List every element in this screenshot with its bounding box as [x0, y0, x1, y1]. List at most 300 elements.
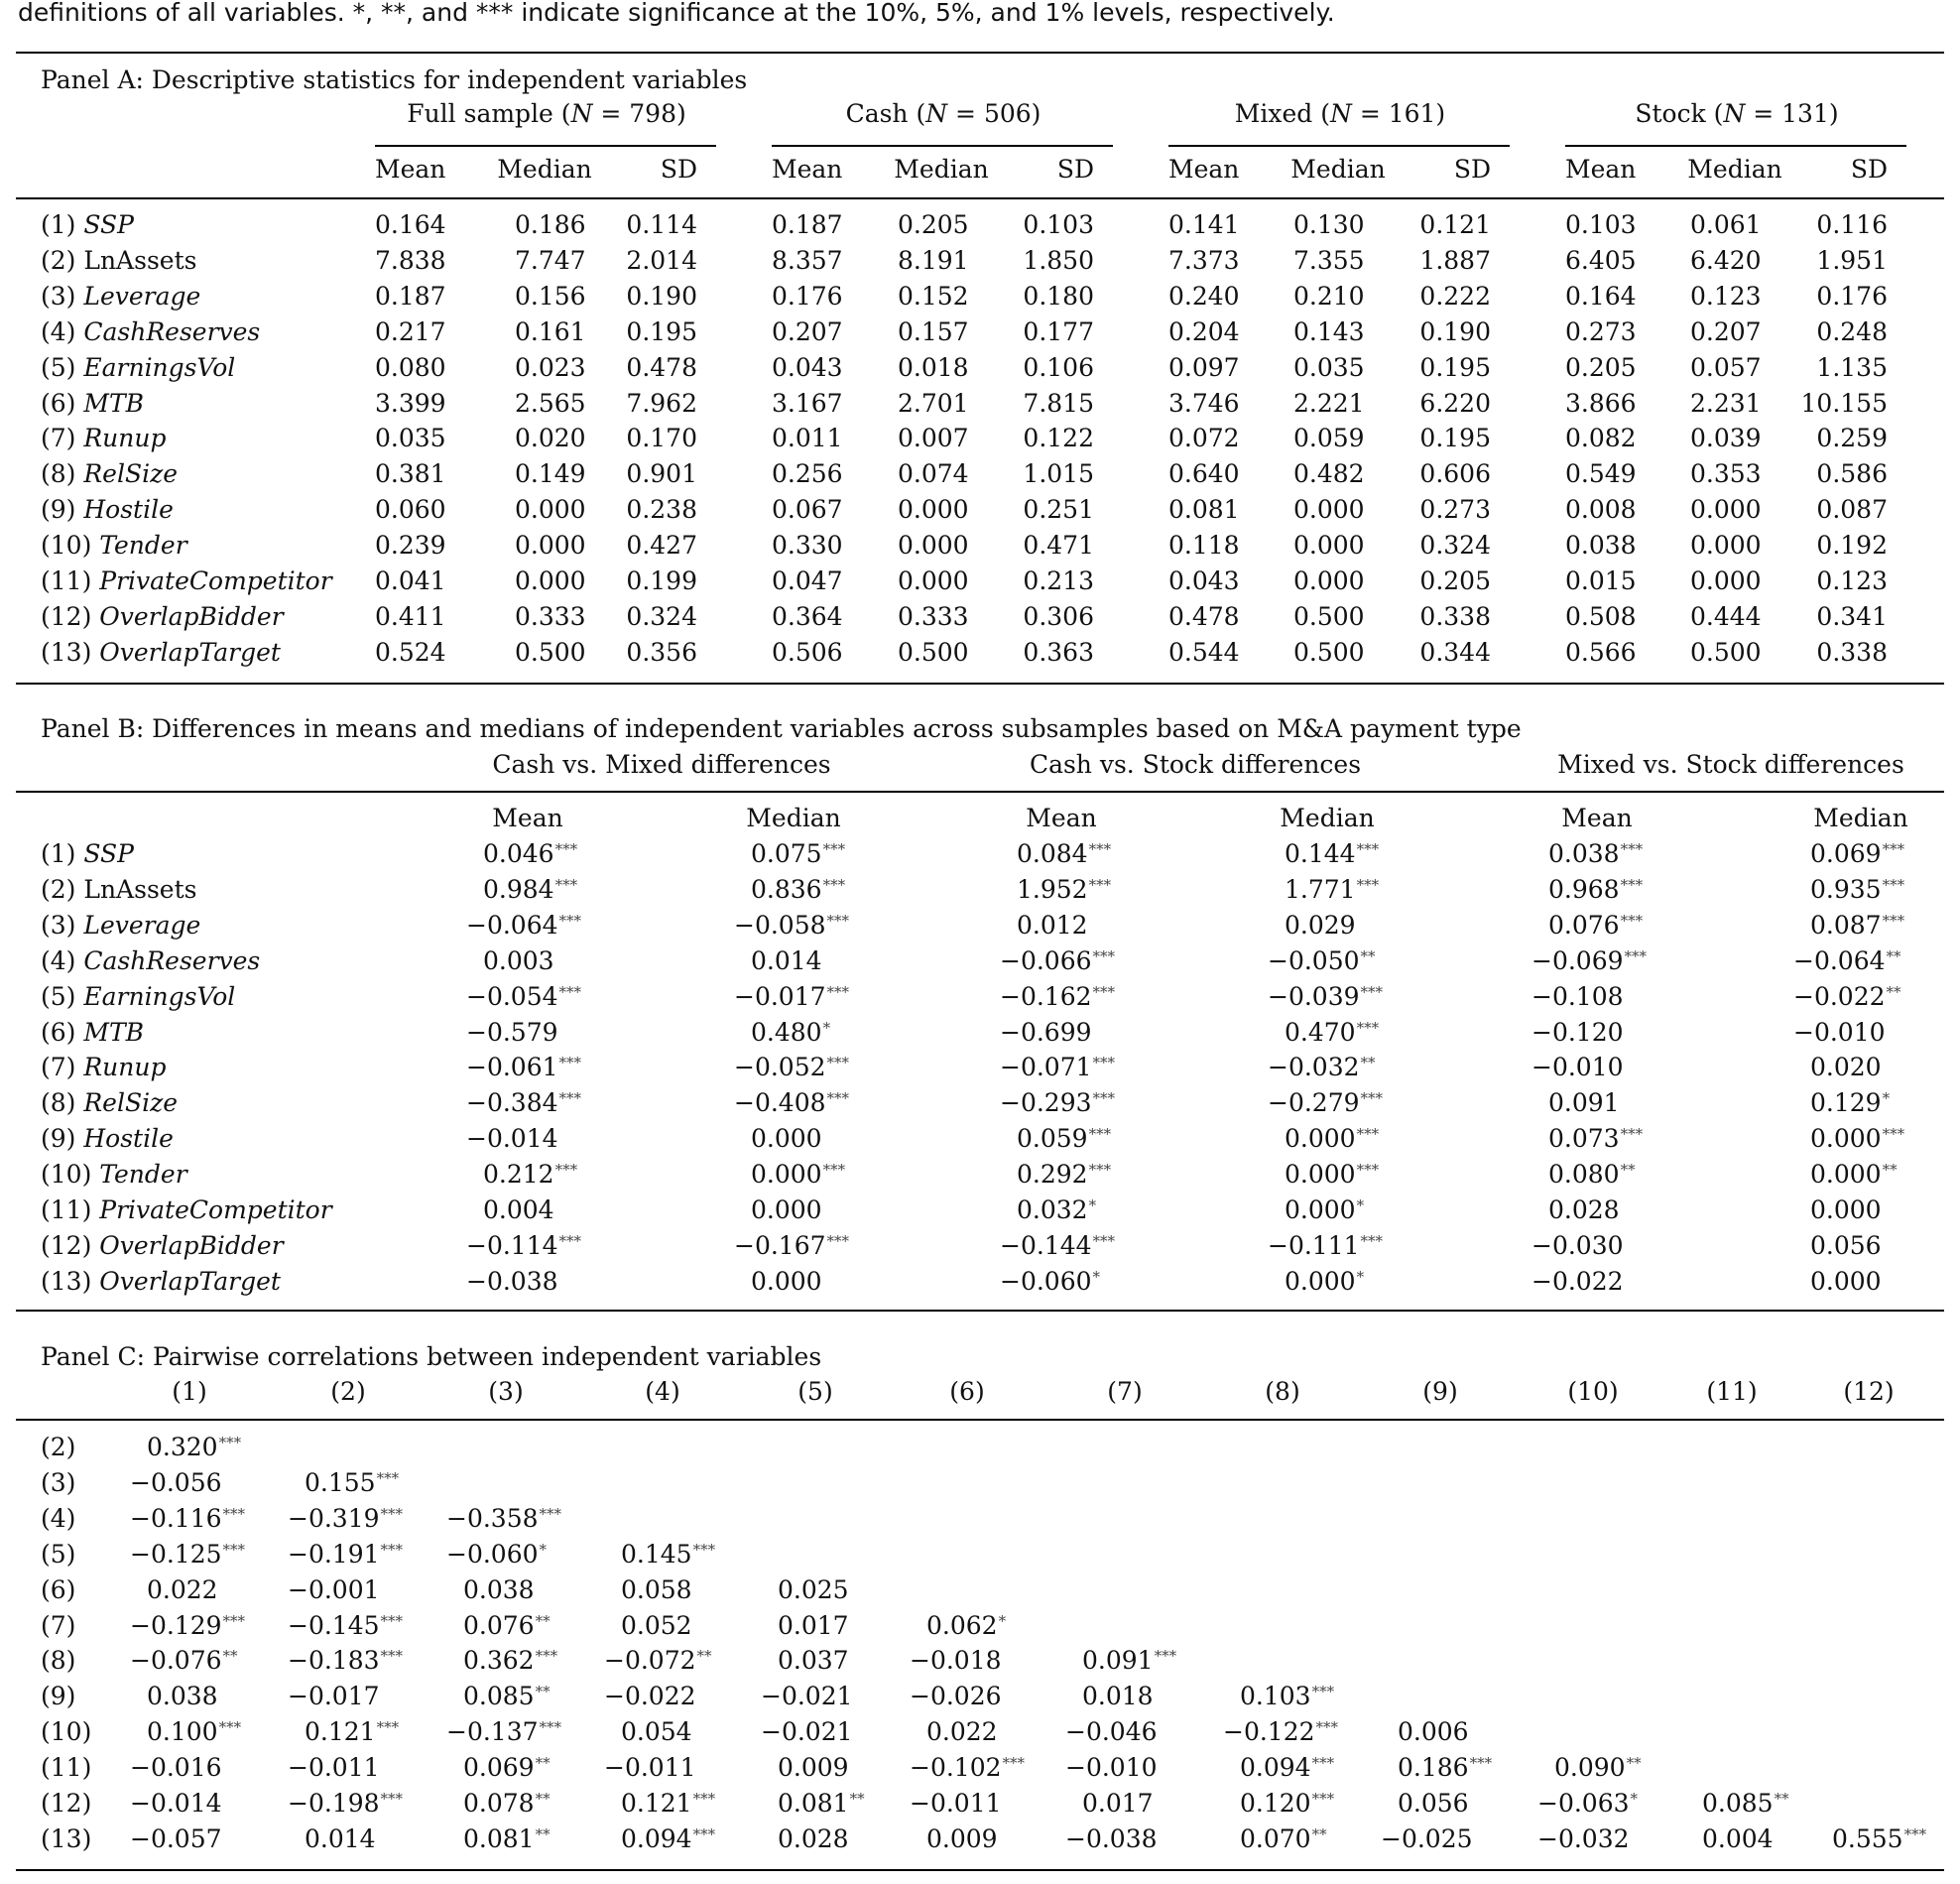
significance-stars: *** [1154, 1647, 1177, 1666]
table-cell: 0.273 [1565, 316, 1637, 346]
table-cell: 0.067 [772, 495, 843, 525]
table-cell [910, 1682, 1003, 1710]
cell-value: −0.038 [466, 1266, 558, 1296]
cell-value: 0.056 [1398, 1789, 1469, 1818]
panel-b-title: Panel B: Differences in means and medians of independent variables across subsamples based on M&A payment type [41, 714, 1522, 743]
table-cell [1531, 1267, 1625, 1296]
cell-value: −0.129 [130, 1610, 222, 1640]
significance-stars: *** [1360, 1231, 1384, 1250]
variable-name: OverlapBidder [99, 601, 284, 631]
cell-value: −0.145 [288, 1610, 380, 1640]
table-cell: 0.427 [626, 531, 697, 561]
table-cell [466, 1267, 559, 1296]
significance-stars: *** [1092, 946, 1116, 965]
header-rule [16, 197, 1944, 199]
table-cell [1793, 1018, 1887, 1047]
cell-value: −0.122 [1223, 1717, 1315, 1747]
table-cell: 7.815 [1023, 388, 1094, 418]
table-cell [288, 1504, 403, 1533]
variable-name: Hostile [83, 1124, 174, 1154]
cell-value: 0.085 [1702, 1789, 1774, 1818]
variable-name: RelSize [83, 459, 179, 489]
row-label: (5) [41, 1539, 76, 1569]
significance-stars: *** [1356, 875, 1380, 894]
table-cell [1000, 1018, 1093, 1047]
significance-stars: ** [1886, 982, 1901, 1001]
cell-value: −0.021 [761, 1717, 853, 1747]
table-cell [1810, 1160, 1898, 1189]
cell-value: 0.836 [751, 874, 822, 904]
cell-value: 0.103 [1240, 1682, 1311, 1711]
significance-stars: *** [558, 1054, 582, 1072]
group-header-part: N [1330, 99, 1352, 128]
cell-value: −0.010 [1793, 1017, 1886, 1047]
cell-value: −0.022 [604, 1682, 696, 1711]
cell-value: 0.000 [1285, 1195, 1356, 1224]
table-cell: 0.195 [1419, 424, 1491, 453]
variable-name: EarningsVol [83, 352, 236, 382]
row-label [41, 1267, 281, 1296]
significance-stars: *** [1882, 1125, 1905, 1144]
significance-stars: *** [826, 1089, 850, 1108]
table-cell [751, 1160, 845, 1189]
row-label [41, 495, 174, 524]
table-cell: 0.157 [898, 316, 969, 346]
table-cell [288, 1540, 403, 1569]
cell-value: −0.054 [466, 981, 558, 1011]
table-cell [466, 1053, 581, 1081]
row-number: (11) [41, 566, 100, 595]
table-cell [734, 1231, 849, 1260]
significance-stars: *** [1360, 982, 1384, 1001]
cell-value: 0.100 [147, 1717, 218, 1747]
table-cell [1285, 1195, 1364, 1224]
column-header: Mean [492, 804, 563, 832]
cell-value: −0.001 [288, 1574, 380, 1604]
group-header [1142, 99, 1538, 128]
table-cell [130, 1611, 245, 1640]
table-cell: 0.057 [1690, 352, 1762, 382]
cell-value: −0.010 [1065, 1753, 1158, 1783]
panel-b-bottom-rule [16, 1310, 1944, 1312]
table-cell [1702, 1824, 1775, 1853]
cell-value: 0.014 [751, 945, 822, 975]
table-cell: 0.186 [515, 210, 586, 239]
table-cell [1810, 1267, 1883, 1296]
cell-value: 0.038 [147, 1682, 218, 1711]
significance-stars: *** [380, 1647, 404, 1666]
table-cell [1548, 875, 1643, 904]
table-cell [1017, 1160, 1111, 1189]
cell-value: −0.116 [130, 1503, 222, 1533]
table-cell [147, 1682, 219, 1710]
cell-value: 0.000 [1810, 1266, 1882, 1296]
significance-stars: *** [554, 875, 578, 894]
row-label: (12) [41, 1789, 92, 1818]
variable-name: SSP [83, 839, 134, 868]
significance-stars: *** [1356, 840, 1380, 858]
row-label: (13) [41, 1823, 92, 1853]
significance-stars: * [1092, 1267, 1101, 1286]
cell-value: 0.129 [1810, 1088, 1882, 1118]
table-cell [1285, 839, 1379, 868]
table-cell [1548, 1124, 1643, 1153]
table-cell [483, 875, 577, 904]
row-label [41, 1053, 167, 1081]
significance-stars: *** [558, 1231, 582, 1250]
table-cell [1240, 1824, 1327, 1853]
table-cell: 0.114 [626, 210, 697, 239]
variable-name: EarningsVol [83, 981, 236, 1011]
table-cell [1082, 1646, 1176, 1675]
cell-value: 0.000 [1810, 1160, 1882, 1190]
row-number: (2) [41, 874, 84, 904]
significance-stars: *** [380, 1611, 404, 1630]
table-cell: 0.161 [515, 316, 586, 346]
cell-value: 0.076 [1548, 910, 1620, 940]
table-cell [288, 1611, 403, 1640]
table-cell: 0.333 [898, 601, 969, 631]
table-cell [1268, 946, 1376, 975]
cell-value: −0.066 [1000, 945, 1092, 975]
cell-value: −0.111 [1268, 1230, 1360, 1260]
significance-stars: *** [1356, 1018, 1380, 1037]
table-cell [1285, 1160, 1379, 1189]
cell-value: 1.771 [1285, 874, 1356, 904]
table-cell [1398, 1717, 1470, 1746]
cell-value: 0.056 [1810, 1230, 1882, 1260]
cell-value: 0.212 [483, 1160, 554, 1190]
panel-c-bottom-rule [16, 1869, 1944, 1871]
cell-value: 0.070 [1240, 1823, 1311, 1853]
group-header-part: Mixed ( [1234, 99, 1330, 128]
table-cell: 1.015 [1023, 459, 1094, 489]
table-cell [1702, 1789, 1789, 1818]
cell-value: 0.121 [621, 1789, 692, 1818]
table-cell [1000, 1267, 1100, 1296]
group-underline [1168, 145, 1510, 147]
table-cell: 0.060 [375, 495, 446, 525]
cell-value: −0.016 [130, 1753, 222, 1783]
cell-value: 0.069 [463, 1753, 535, 1783]
table-cell [130, 1646, 238, 1675]
significance-stars: *** [1311, 1754, 1335, 1773]
table-cell: 0.195 [626, 316, 697, 346]
table-cell [1381, 1824, 1474, 1853]
table-cell: 0.478 [1168, 601, 1240, 631]
significance-stars: *** [558, 1089, 582, 1108]
table-cell [910, 1753, 1025, 1782]
panel-a-title: Panel A: Descriptive statistics for independent variables [41, 65, 748, 94]
table-cell [1548, 1160, 1636, 1189]
significance-stars: *** [1624, 946, 1648, 965]
table-cell [1065, 1824, 1159, 1853]
row-label [41, 602, 284, 631]
table-cell: 0.471 [1023, 531, 1094, 561]
row-label [41, 911, 200, 940]
cell-value: −0.039 [1268, 981, 1360, 1011]
table-cell [1268, 1231, 1383, 1260]
significance-stars: *** [535, 1647, 558, 1666]
group-header-part: = 131) [1745, 99, 1839, 128]
table-cell [751, 1267, 823, 1296]
cell-value: −0.144 [1000, 1230, 1092, 1260]
cell-value: −0.358 [446, 1503, 539, 1533]
cell-value: −0.384 [466, 1088, 558, 1118]
table-cell [910, 1789, 1003, 1818]
table-cell [130, 1540, 245, 1569]
row-number: (5) [41, 981, 84, 1011]
row-number: (8) [41, 1088, 84, 1118]
cell-value: 0.028 [1548, 1195, 1620, 1224]
cell-value: 0.000 [1285, 1266, 1356, 1296]
table-cell [1017, 911, 1089, 940]
table-cell: 0.000 [1690, 495, 1762, 525]
significance-stars: ** [849, 1790, 865, 1808]
cell-value: 0.984 [483, 874, 554, 904]
table-cell: 0.143 [1293, 316, 1365, 346]
table-cell: 0.205 [898, 210, 969, 239]
significance-stars: *** [376, 1718, 400, 1737]
column-header: Mean [1026, 804, 1097, 832]
cell-value: −0.191 [288, 1539, 380, 1569]
table-cell: 0.035 [1293, 352, 1365, 382]
table-cell [1065, 1717, 1159, 1746]
cell-value: 0.022 [926, 1717, 998, 1747]
table-cell [1531, 1231, 1625, 1260]
cell-value: 0.968 [1548, 874, 1620, 904]
table-cell: 0.306 [1023, 601, 1094, 631]
table-cell [1223, 1717, 1338, 1746]
table-cell [288, 1789, 403, 1818]
significance-stars: *** [380, 1790, 404, 1808]
table-cell: 0.080 [375, 352, 446, 382]
table-cell: 2.014 [626, 245, 697, 275]
cell-value: −0.060 [1000, 1266, 1092, 1296]
table-cell [1531, 982, 1625, 1011]
significance-stars: *** [554, 1161, 578, 1180]
table-cell: 0.074 [898, 459, 969, 489]
table-cell: 8.357 [772, 245, 843, 275]
cell-value: −0.060 [446, 1539, 539, 1569]
table-cell: 0.324 [1419, 531, 1491, 561]
table-cell: 0.356 [626, 637, 697, 667]
table-cell [1531, 946, 1647, 975]
column-header: (12) [1843, 1377, 1895, 1406]
cell-value: 0.018 [1082, 1682, 1154, 1711]
cell-value: −0.108 [1531, 981, 1624, 1011]
top-rule [16, 52, 1944, 54]
significance-stars: *** [826, 911, 850, 930]
significance-stars: ** [535, 1611, 551, 1630]
table-cell [761, 1682, 854, 1710]
cell-value: 0.155 [305, 1467, 376, 1497]
table-cell [621, 1575, 693, 1604]
table-cell [621, 1540, 715, 1569]
table-cell [1082, 1789, 1155, 1818]
significance-stars: *** [558, 911, 582, 930]
variable-name: OverlapBidder [99, 1230, 284, 1260]
column-header: (4) [645, 1377, 680, 1406]
table-cell: 0.000 [515, 531, 586, 561]
group-header: Cash vs. Mixed differences [492, 750, 831, 779]
table-cell: 0.121 [1419, 210, 1491, 239]
significance-stars: *** [222, 1504, 246, 1523]
table-cell: 0.240 [1168, 281, 1240, 311]
table-cell [1240, 1682, 1334, 1710]
table-cell [1000, 982, 1115, 1011]
column-header: (7) [1107, 1377, 1143, 1406]
significance-stars: ** [535, 1683, 551, 1701]
table-cell: 0.000 [898, 495, 969, 525]
table-cell [1268, 1088, 1383, 1117]
table-cell [1548, 1088, 1621, 1117]
significance-stars: *** [826, 1231, 850, 1250]
column-header: Mean [375, 155, 446, 184]
table-cell: 0.020 [515, 424, 586, 453]
row-label: (8) [41, 1646, 76, 1676]
table-cell [1793, 946, 1901, 975]
cell-value: 0.029 [1285, 910, 1356, 940]
row-number: (7) [41, 1053, 84, 1082]
significance-stars: *** [822, 875, 846, 894]
significance-stars: ** [1311, 1824, 1327, 1843]
column-header: Mean [1168, 155, 1240, 184]
cell-value: −0.579 [466, 1017, 558, 1047]
table-cell [734, 911, 849, 940]
table-cell: 0.123 [1816, 566, 1888, 595]
column-header: (9) [1422, 1377, 1458, 1406]
significance-stars: *** [1092, 982, 1116, 1001]
significance-stars: *** [1092, 1054, 1116, 1072]
significance-stars: * [1088, 1196, 1097, 1214]
table-cell [1537, 1789, 1638, 1818]
cell-value: −0.032 [1537, 1823, 1630, 1853]
table-cell: 0.164 [375, 210, 446, 239]
table-cell: 7.373 [1168, 245, 1240, 275]
significance-stars: *** [539, 1718, 562, 1737]
table-cell [288, 1646, 403, 1675]
cell-value: −0.052 [734, 1053, 826, 1082]
table-cell [288, 1753, 381, 1782]
table-cell: 0.130 [1293, 210, 1365, 239]
significance-stars: *** [1882, 911, 1905, 930]
significance-stars: ** [535, 1790, 551, 1808]
cell-value: −0.058 [734, 910, 826, 940]
table-cell: 0.338 [1816, 637, 1888, 667]
cell-value: 0.000 [1810, 1195, 1882, 1224]
table-cell: 0.248 [1816, 316, 1888, 346]
table-cell: 0.901 [626, 459, 697, 489]
cell-value: 0.000 [751, 1160, 822, 1190]
table-cell: 0.072 [1168, 424, 1240, 453]
table-cell: 0.500 [898, 637, 969, 667]
cell-value: −0.030 [1531, 1230, 1624, 1260]
table-cell [1285, 875, 1379, 904]
table-cell: 0.043 [1168, 566, 1240, 595]
table-cell: 0.103 [1565, 210, 1637, 239]
cell-value: 0.000 [751, 1195, 822, 1224]
table-cell: 0.508 [1565, 601, 1637, 631]
cell-value: 0.012 [1017, 910, 1088, 940]
table-cell: 0.444 [1690, 601, 1762, 631]
cell-value: −0.167 [734, 1230, 826, 1260]
cell-value: 0.020 [1810, 1053, 1882, 1082]
significance-stars: * [1356, 1196, 1365, 1214]
row-label [41, 282, 200, 311]
table-cell: 0.035 [375, 424, 446, 453]
table-cell: 0.190 [626, 281, 697, 311]
table-cell: 0.116 [1816, 210, 1888, 239]
table-cell: 0.123 [1690, 281, 1762, 311]
table-cell: 0.180 [1023, 281, 1094, 311]
cell-value: 0.073 [1548, 1124, 1620, 1154]
row-label [41, 389, 144, 418]
table-cell [1548, 1195, 1621, 1224]
table-cell [130, 1824, 223, 1853]
significance-stars: ** [1882, 1161, 1898, 1180]
column-header: (10) [1567, 1377, 1619, 1406]
cell-value: −0.279 [1268, 1088, 1360, 1118]
row-label [41, 1018, 144, 1047]
table-cell [1017, 875, 1111, 904]
cell-value: −0.319 [288, 1503, 380, 1533]
cell-value: 0.014 [305, 1823, 376, 1853]
column-header: SD [1850, 155, 1888, 184]
table-cell [466, 1088, 581, 1117]
significance-stars: *** [1356, 1161, 1380, 1180]
table-cell: 0.176 [1816, 281, 1888, 311]
table-cell: 0.210 [1293, 281, 1365, 311]
table-cell [483, 1160, 577, 1189]
significance-stars: * [1630, 1790, 1639, 1808]
significance-stars: *** [1092, 1089, 1116, 1108]
significance-stars: * [998, 1611, 1007, 1630]
cell-value: 0.320 [147, 1433, 218, 1461]
cell-value: −0.198 [288, 1789, 380, 1818]
variable-name: Runup [83, 424, 167, 453]
table-cell [130, 1753, 223, 1782]
group-underline [1565, 145, 1906, 147]
significance-stars: *** [1620, 840, 1644, 858]
cell-value: 0.085 [463, 1682, 535, 1711]
table-cell [463, 1646, 557, 1675]
panel-c-title: Panel C: Pairwise correlations between independent variables [41, 1342, 822, 1371]
table-cell: 0.217 [375, 316, 446, 346]
cell-value: 0.009 [778, 1753, 849, 1783]
table-cell: 0.207 [1690, 316, 1762, 346]
significance-stars: *** [1620, 1125, 1644, 1144]
cell-value: 0.292 [1017, 1160, 1088, 1190]
cell-value: −0.162 [1000, 981, 1092, 1011]
table-cell: 0.500 [1293, 637, 1365, 667]
significance-stars: *** [1469, 1754, 1493, 1773]
table-cell: 0.333 [515, 601, 586, 631]
row-label [41, 875, 196, 904]
cell-value: −0.032 [1268, 1053, 1360, 1082]
table-cell [463, 1575, 536, 1604]
table-cell [1810, 839, 1904, 868]
table-cell: 0.506 [772, 637, 843, 667]
cell-value: 0.017 [778, 1610, 849, 1640]
group-rule [16, 791, 1944, 793]
cell-value: −0.046 [1065, 1717, 1158, 1747]
row-number: (6) [41, 1017, 84, 1047]
row-label: (9) [41, 1682, 76, 1711]
row-number: (11) [41, 1195, 100, 1224]
table-cell: 2.565 [515, 388, 586, 418]
row-label [41, 839, 134, 868]
